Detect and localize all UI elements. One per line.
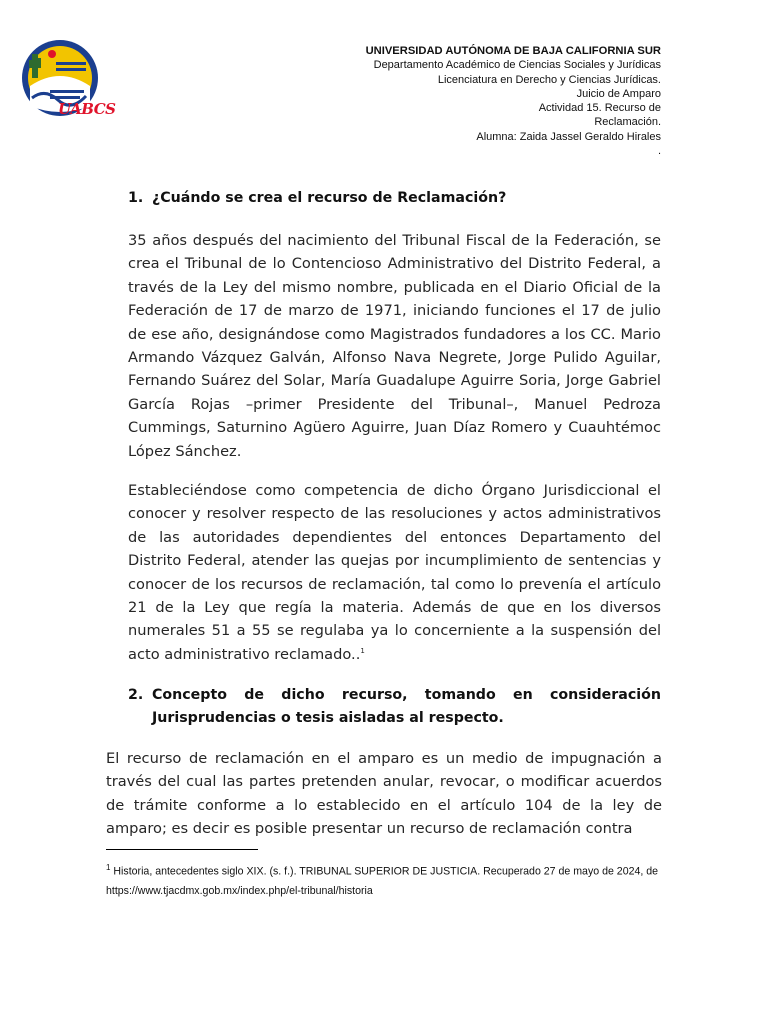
header-course: Juicio de Amparo bbox=[576, 87, 661, 100]
footnote bbox=[106, 858, 666, 901]
section-number: 2. bbox=[128, 687, 144, 703]
section-heading-1 bbox=[128, 187, 661, 210]
university-logo bbox=[20, 36, 116, 126]
section-heading-2 bbox=[128, 684, 661, 730]
header-university: UNIVERSIDAD AUTÓNOMA DE BAJA CALIFORNIA SUR bbox=[365, 45, 661, 57]
header-program: Licenciatura en Derecho y Ciencias Jurídicas. bbox=[437, 73, 661, 86]
header-dot: . bbox=[657, 145, 661, 158]
footnote-ref[interactable]: 1 bbox=[360, 646, 365, 655]
paragraph-2-text: Estableciéndose como competencia de dicho Órgano Jurisdiccional el conocer y resolver respecto de las resoluciones y actos administrativos de las autoridades dependientes del entonces Departamento del Distrito Federal, atender las quejas por incumplimiento de sentencias y conocer de los recursos de reclamación, tal como lo prevenía el artículo 21 de la Ley que regía la materia. Además de que en los diversos numerales 51 a 55 se regulaba ya lo concerniente a la suspensión del acto administrativo reclamado.. bbox=[128, 482, 661, 663]
footnote-mark: 1 bbox=[106, 863, 111, 872]
paragraph-2 bbox=[128, 479, 661, 666]
section-title: ¿Cuándo se crea el recurso de Reclamación? bbox=[152, 190, 507, 206]
header-student: Alumna: Zaida Jassel Geraldo Hirales bbox=[476, 130, 661, 143]
paragraph-3: El recurso de reclamación en el amparo es un medio de impugnación a través del cual las partes pretenden anular, revocar, o modificar acuerdos de trámite conforme a lo establecido en el artículo 104 de la ley de amparo; es decir es posible presentar un recurso de reclamación contra bbox=[106, 750, 662, 838]
footnote-text: Historia, antecedentes siglo XIX. (s. f.). TRIBUNAL SUPERIOR DE JUSTICIA. Recuperado 27 de mayo de 2024, de https://www.tjacdmx.gob.mx/index.php/el-tribunal/historia bbox=[106, 865, 659, 897]
document-header bbox=[241, 44, 661, 158]
logo-wordmark: UABCS bbox=[58, 100, 116, 118]
header-activity-cont: Reclamación. bbox=[594, 116, 661, 129]
header-department: Departamento Académico de Ciencias Sociales y Jurídicas bbox=[373, 59, 661, 72]
section-number: 1. bbox=[128, 190, 144, 206]
header-activity: Actividad 15. Recurso de bbox=[538, 102, 661, 115]
footnote-separator bbox=[106, 849, 258, 850]
section-title: Concepto de dicho recurso, tomando en consideración Jurisprudencias o tesis aisladas al respecto. bbox=[152, 687, 661, 726]
paragraph-1: 35 años después del nacimiento del Tribunal Fiscal de la Federación, se crea el Tribunal de lo Contencioso Administrativo del Distrito Federal, a través de la Ley del mismo nombre, publicada en el Diario Oficial de la Federación de 17 de marzo de 1971, iniciando funciones el 17 de julio de ese año, designándose como Magistrados fundadores a los CC. Mario Armando Vázquez Galván, Alfonso Nava Negrete, Jorge Pulido Aguilar, Fernando Suárez del Solar, María Guadalupe Aguirre Soria, Jorge Gabriel García Rojas –primer Presidente del Tribunal–, Manuel Pedroza Cummings, Saturnino Agüero Aguirre, Juan Díaz Romero y Cuauhtémoc López Sánchez. bbox=[128, 232, 661, 460]
